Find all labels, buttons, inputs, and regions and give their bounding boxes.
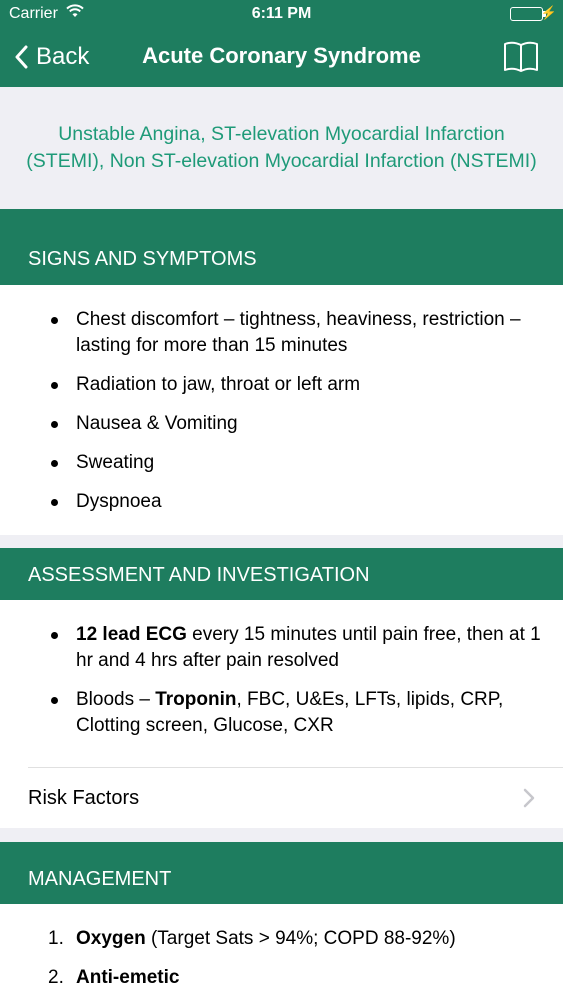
bullet-icon xyxy=(51,460,58,467)
status-time: 6:11 PM xyxy=(251,5,312,22)
section-header-management xyxy=(0,842,563,904)
list-item xyxy=(0,411,563,437)
list-number: 2. xyxy=(48,967,64,988)
charging-bolt-icon: ⚡ xyxy=(540,5,557,20)
battery-icon xyxy=(510,7,543,21)
list-item xyxy=(0,372,563,398)
bullet-icon xyxy=(51,421,58,428)
list-item-text: Dyspnoea xyxy=(76,491,162,512)
page-title: Acute Coronary Syndrome xyxy=(142,43,421,68)
signs-list xyxy=(0,307,563,515)
emphasis-text: Troponin xyxy=(155,689,237,710)
management-list xyxy=(0,926,563,991)
list-item-text: Sweating xyxy=(76,452,155,473)
carrier-label: Carrier xyxy=(9,5,58,22)
signs-list-section xyxy=(0,285,563,535)
list-item xyxy=(0,687,563,739)
list-item xyxy=(0,307,563,359)
condition-subtitle xyxy=(26,121,536,175)
status-bar xyxy=(0,0,563,28)
risk-factors-row[interactable] xyxy=(0,768,563,828)
section-title: MANAGEMENT xyxy=(28,868,172,890)
list-item xyxy=(0,489,563,515)
list-item xyxy=(0,926,563,952)
subtitle-line-2: (STEMI), Non ST-elevation Myocardial Infarction (NSTEMI) xyxy=(26,150,537,172)
list-number: 1. xyxy=(48,928,64,949)
list-item-prefix: Bloods – xyxy=(76,689,156,710)
assessment-list xyxy=(0,622,563,739)
list-item xyxy=(0,450,563,476)
navigation-bar xyxy=(0,28,563,87)
subtitle-line-1: Unstable Angina, ST-elevation Myocardial Infarction xyxy=(58,123,505,145)
bullet-icon xyxy=(51,382,58,389)
emphasis-text: Anti-emetic xyxy=(76,967,180,988)
list-item xyxy=(0,622,563,674)
emphasis-text: Oxygen xyxy=(76,928,146,949)
list-item-text: every 15 minutes until pain free, then at 1 hr and 4 hrs after pain resolved xyxy=(76,624,541,671)
section-title: SIGNS AND SYMPTOMS xyxy=(28,248,257,270)
bullet-icon xyxy=(51,499,58,506)
list-item-text: , FBC, U&Es, LFTs, lipids, CRP, Clotting screen, Glucose, CXR xyxy=(76,689,504,736)
assessment-list-section xyxy=(0,600,563,768)
list-item xyxy=(0,965,563,991)
management-list-section xyxy=(0,904,563,1000)
book-icon[interactable] xyxy=(503,40,539,79)
bullet-icon xyxy=(51,697,58,704)
section-header-assessment xyxy=(0,548,563,600)
back-label: Back xyxy=(36,43,90,70)
list-item-text: Radiation to jaw, throat or left arm xyxy=(76,374,361,395)
risk-factors-label: Risk Factors xyxy=(28,787,140,809)
bullet-icon xyxy=(51,317,58,324)
bullet-icon xyxy=(51,632,58,639)
list-item-text: Chest discomfort – tightness, heaviness, restriction – lasting for more than 15 minutes xyxy=(76,309,521,356)
section-header-signs xyxy=(0,209,563,285)
subtitle-panel xyxy=(0,87,563,209)
chevron-right-icon xyxy=(523,788,535,813)
section-title: ASSESSMENT AND INVESTIGATION xyxy=(28,564,370,586)
list-item-text: (Target Sats > 94%; COPD 88-92%) xyxy=(145,928,456,949)
emphasis-text: 12 lead ECG xyxy=(76,624,187,645)
list-item-text: Nausea & Vomiting xyxy=(76,413,238,434)
